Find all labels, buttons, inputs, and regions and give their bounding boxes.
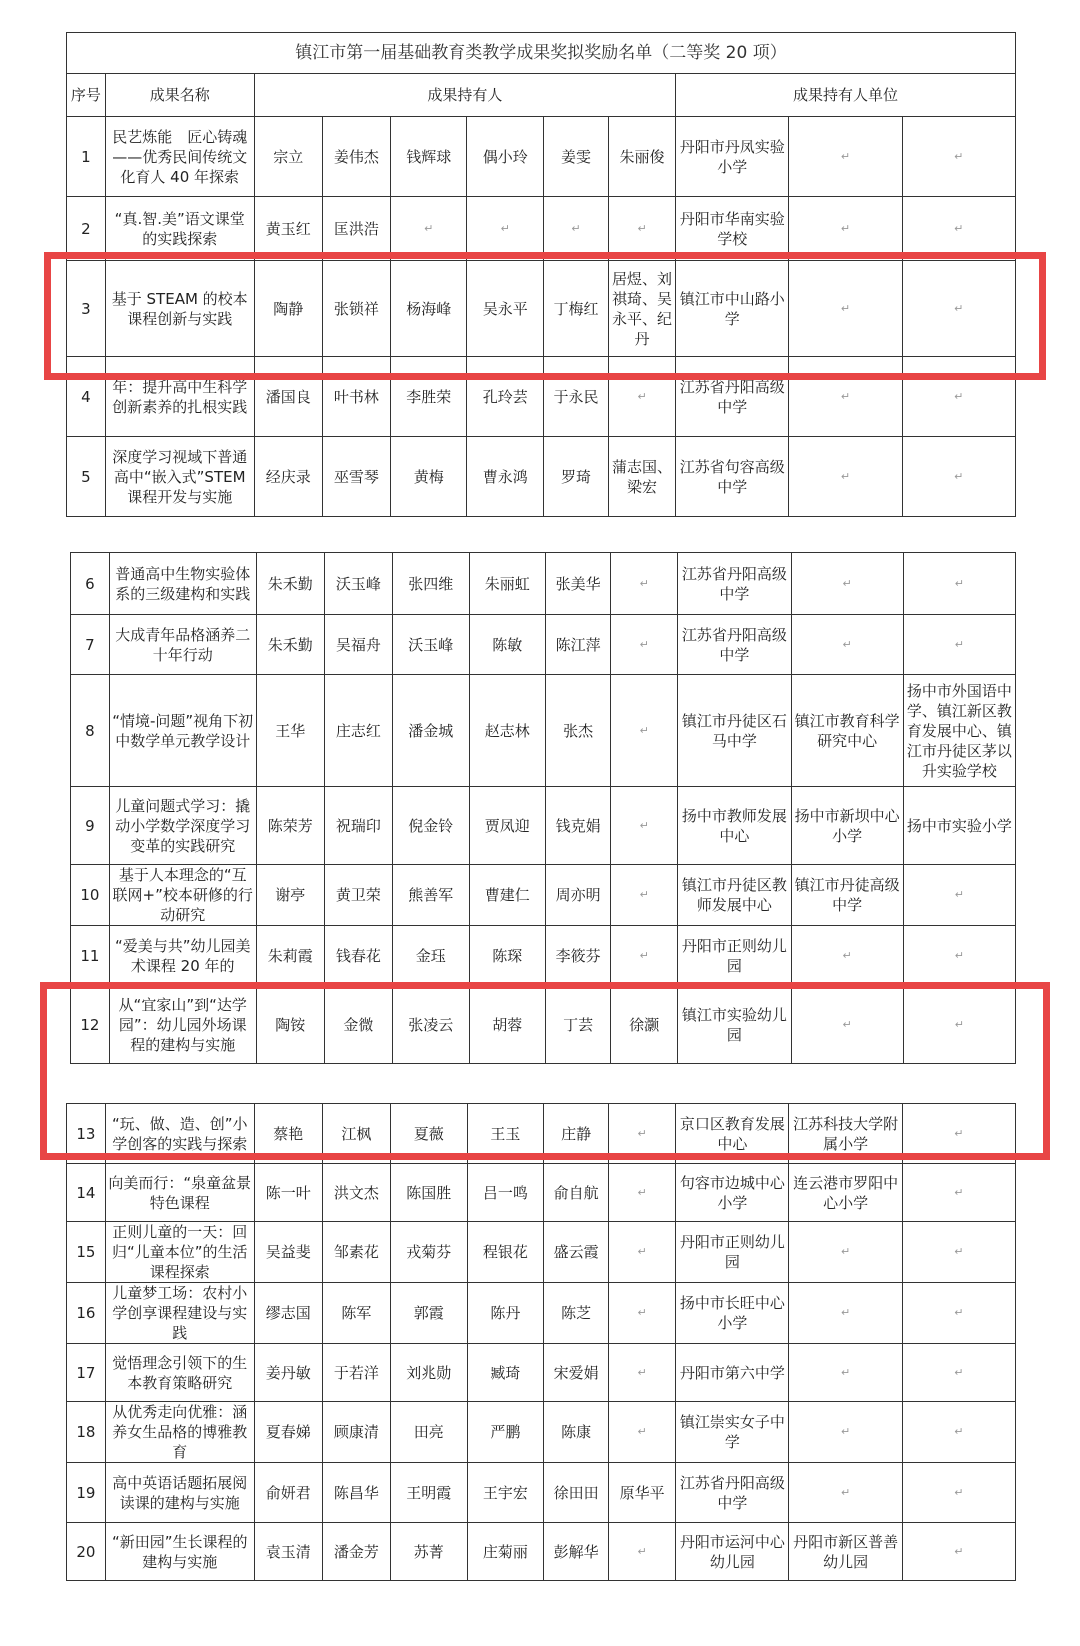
holder-name: ↵ [611,926,678,986]
holder-unit: ↵ [903,926,1015,986]
holder-unit: 江苏省丹阳高级中学 [676,357,789,437]
holder-name: 李胜荣 [390,357,467,437]
holder-unit: 江苏科技大学附属小学 [789,1104,902,1164]
table-row [67,1402,1016,1463]
holder-name: ↵ [609,1523,676,1581]
holder-name: 郭霞 [391,1283,468,1344]
row-index: 7 [71,615,110,675]
holder-name: 张锁祥 [322,261,390,357]
holder-unit: 镇江市实验幼儿园 [678,986,791,1064]
holder-name: 陈国胜 [391,1164,468,1222]
holder-name: 金微 [324,986,392,1064]
row-index: 2 [67,197,106,261]
row-index: 14 [67,1164,106,1222]
holder-name: 陈一叶 [254,1164,322,1222]
holder-unit: ↵ [902,117,1015,197]
holder-name: 田亮 [391,1402,468,1463]
holder-unit: 扬中市教师发展中心 [678,787,791,865]
holder-name: ↵ [609,1402,676,1463]
row-index: 17 [67,1344,106,1402]
holder-name: 经庆录 [254,437,322,517]
table-title: 镇江市第一届基础教育类教学成果奖拟奖励名单（二等奖 20 项） [67,33,1016,74]
holder-name: 周亦明 [546,865,611,926]
holder-name: 俞自航 [544,1164,609,1222]
project-name: 觉悟理念引领下的生本教育策略研究 [105,1344,254,1402]
holder-name: ↵ [390,197,467,261]
holder-name: 陈昌华 [322,1463,390,1523]
holder-name: 吴益斐 [254,1222,322,1283]
holder-name: 陈江萍 [546,615,611,675]
holder-name: 张杰 [546,675,611,787]
table-row [71,865,1016,926]
holder-unit: 丹阳市运河中心幼儿园 [676,1523,789,1581]
holder-unit: ↵ [789,197,902,261]
holder-unit: ↵ [902,1104,1015,1164]
holder-name: ↵ [611,615,678,675]
table-row [67,197,1016,261]
row-index: 15 [67,1222,106,1283]
holder-name: 彭解华 [544,1523,609,1581]
holder-unit: 丹阳市新区普善幼儿园 [789,1523,902,1581]
holder-name: 孔玲芸 [467,357,544,437]
holder-unit: 镇江市丹徒区教师发展中心 [678,865,791,926]
holder-name: ↵ [609,1283,676,1344]
table-row [67,1164,1016,1222]
row-index: 3 [67,261,106,357]
holder-name: 苏菁 [391,1523,468,1581]
holder-name: 倪金铃 [392,787,469,865]
holder-name: 金珏 [392,926,469,986]
project-name: “新田园”生长课程的建构与实施 [105,1523,254,1581]
holder-name: 曹建仁 [469,865,546,926]
holder-unit: 扬中市实验小学 [903,787,1015,865]
holder-name: 陈琛 [469,926,546,986]
holder-unit: 江苏省句容高级中学 [676,437,789,517]
holder-unit: ↵ [791,926,903,986]
holder-unit: ↵ [903,553,1015,615]
holder-unit: 扬中市长旺中心小学 [676,1283,789,1344]
row-index: 20 [67,1523,106,1581]
holder-name: ↵ [609,1344,676,1402]
table-row [67,1463,1016,1523]
holder-unit: 江苏省丹阳高级中学 [678,553,791,615]
table-row [71,926,1016,986]
holder-name: ↵ [609,1104,676,1164]
table-row [71,553,1016,615]
holder-unit: ↵ [902,1523,1015,1581]
holder-name: 俞妍君 [254,1463,322,1523]
project-name: “玩、做、造、创”小学创客的实践与探索 [105,1104,254,1164]
holder-unit: ↵ [902,197,1015,261]
project-name: “情境-问题”视角下初中数学单元教学设计 [109,675,256,787]
row-index: 18 [67,1402,106,1463]
table-row [71,787,1016,865]
project-name: 儿童梦工场：农村小学创享课程建设与实践 [105,1283,254,1344]
holder-unit: 镇江市教育科学研究中心 [791,675,903,787]
row-index: 1 [67,117,106,197]
holder-name: 姜伟杰 [322,117,390,197]
holder-name: 陈丹 [467,1283,544,1344]
holder-unit: 扬中市新坝中心小学 [791,787,903,865]
holder-unit: ↵ [789,1283,902,1344]
holder-unit: ↵ [789,1463,902,1523]
holder-name: 陈康 [544,1402,609,1463]
holder-name: 朱禾勤 [256,553,324,615]
row-index: 12 [71,986,110,1064]
award-table-part-2 [70,552,1016,1064]
holder-name: 祝瑞印 [324,787,392,865]
row-index: 5 [67,437,106,517]
project-name: 高中英语话题拓展阅读课的建构与实施 [105,1463,254,1523]
holder-name: 潘金城 [392,675,469,787]
holder-name: 钱春花 [324,926,392,986]
holder-unit: 镇江市中山路小学 [676,261,789,357]
holder-unit: ↵ [791,615,903,675]
table-row [71,986,1016,1064]
table-row [67,1104,1016,1164]
holder-name: 刘兆勋 [391,1344,468,1402]
row-index: 6 [71,553,110,615]
holder-name: 居煜、刘祺琦、吴永平、纪丹 [609,261,676,357]
header-units: 成果持有人单位 [676,74,1016,117]
holder-name: 于若洋 [322,1344,390,1402]
holder-name: 王玉 [467,1104,544,1164]
row-index: 16 [67,1283,106,1344]
holder-name: ↵ [611,787,678,865]
header-index: 序号 [67,74,106,117]
holder-unit: ↵ [902,1344,1015,1402]
holder-unit: ↵ [791,986,903,1064]
holder-name: 江枫 [322,1104,390,1164]
row-index: 9 [71,787,110,865]
holder-unit: 镇江崇实女子中学 [676,1402,789,1463]
holder-unit: ↵ [791,553,903,615]
project-name: 大成青年品格涵养二十年行动 [109,615,256,675]
holder-name: ↵ [467,197,544,261]
holder-name: 张四维 [392,553,469,615]
holder-name: 李筱芬 [546,926,611,986]
holder-unit: ↵ [789,1344,902,1402]
header-project: 成果名称 [105,74,254,117]
holder-name: 潘国良 [254,357,322,437]
holder-name: 徐田田 [544,1463,609,1523]
holder-name: 巫雪琴 [322,437,390,517]
holder-name: ↵ [544,197,609,261]
table-row [67,1222,1016,1283]
project-name: “爱美与共”幼儿园美术课程 20 年的 [109,926,256,986]
holder-name: 吕一鸣 [467,1164,544,1222]
holder-name: 朱丽虹 [469,553,546,615]
holder-name: ↵ [611,553,678,615]
holder-name: 缪志国 [254,1283,322,1344]
project-name: 从“宜家山”到“达学园”：幼儿园外场课程的建构与实施 [109,986,256,1064]
project-name: 民艺炼能 匠心铸魂——优秀民间传统文化育人 40 年探索 [105,117,254,197]
row-index: 19 [67,1463,106,1523]
holder-unit: ↵ [789,437,902,517]
holder-unit: 丹阳市第六中学 [676,1344,789,1402]
award-table-part-1 [66,32,1016,517]
holder-name: 王宇宏 [467,1463,544,1523]
holder-name: 姜雯 [544,117,609,197]
holder-unit: 镇江市丹徒区石马中学 [678,675,791,787]
holder-unit: 江苏省丹阳高级中学 [678,615,791,675]
holder-unit: ↵ [902,1402,1015,1463]
holder-name: 袁玉清 [254,1523,322,1581]
holder-name: 陈荣芳 [256,787,324,865]
project-name: 年：提升高中生科学创新素养的扎根实践 [105,357,254,437]
holder-name: 谢亭 [256,865,324,926]
holder-unit: 丹阳市丹凤实验小学 [676,117,789,197]
holder-name: 王明霞 [391,1463,468,1523]
project-name: 正则儿童的一天：回归“儿童本位”的生活课程探索 [105,1222,254,1283]
row-index: 8 [71,675,110,787]
row-index: 13 [67,1104,106,1164]
holder-name: 夏薇 [391,1104,468,1164]
holder-name: 黄玉红 [254,197,322,261]
table-row [67,1283,1016,1344]
holder-name: 原华平 [609,1463,676,1523]
table-row [67,1344,1016,1402]
holder-name: 陶铵 [256,986,324,1064]
holder-name: 偶小玲 [467,117,544,197]
holder-unit: ↵ [903,865,1015,926]
holder-name: 丁梅红 [544,261,609,357]
holder-name: 吴福舟 [324,615,392,675]
table-row [71,675,1016,787]
holder-name: 朱禾勤 [256,615,324,675]
project-name: “真.智.美”语文课堂的实践探索 [105,197,254,261]
project-name: 基于人本理念的“互联网+”校本研修的行动研究 [109,865,256,926]
holder-unit: 京口区教育发展中心 [676,1104,789,1164]
holder-unit: ↵ [902,357,1015,437]
holder-name: 邹素花 [322,1222,390,1283]
holder-name: ↵ [609,197,676,261]
holder-name: 陶静 [254,261,322,357]
holder-name: 叶书林 [322,357,390,437]
holder-unit: 丹阳市华南实验学校 [676,197,789,261]
holder-name: 杨海峰 [390,261,467,357]
holder-name: 陈芝 [544,1283,609,1344]
holder-name: 沃玉峰 [324,553,392,615]
holder-name: 钱辉球 [390,117,467,197]
row-index: 10 [71,865,110,926]
holder-unit: ↵ [902,1222,1015,1283]
holder-name: 胡蓉 [469,986,546,1064]
holder-unit: 句容市边城中心小学 [676,1164,789,1222]
holder-unit: 镇江市丹徒高级中学 [791,865,903,926]
holder-name: 蔡艳 [254,1104,322,1164]
holder-unit: 丹阳市正则幼儿园 [678,926,791,986]
holder-name: ↵ [609,357,676,437]
holder-unit: ↵ [902,437,1015,517]
holder-unit: ↵ [903,986,1015,1064]
project-name: 向美而行：“泉童盆景特色课程 [105,1164,254,1222]
holder-name: 张凌云 [392,986,469,1064]
holder-name: 陈敏 [469,615,546,675]
holder-name: 熊善军 [392,865,469,926]
header-row [67,74,1016,117]
holder-name: 顾康清 [322,1402,390,1463]
table-row [67,117,1016,197]
holder-name: 庄志红 [324,675,392,787]
holder-name: 吴永平 [467,261,544,357]
holder-name: 王华 [256,675,324,787]
row-index: 11 [71,926,110,986]
holder-name: 戎菊芬 [391,1222,468,1283]
holder-unit: ↵ [902,1164,1015,1222]
project-name: 基于 STEAM 的校本课程创新与实践 [105,261,254,357]
holder-name: 严鹏 [467,1402,544,1463]
holder-name: 洪文杰 [322,1164,390,1222]
holder-name: 程银花 [467,1222,544,1283]
holder-name: ↵ [609,1222,676,1283]
holder-unit: 扬中市外国语中学、镇江新区教育发展中心、镇江市丹徒区茅以升实验学校 [903,675,1015,787]
holder-name: 张美华 [546,553,611,615]
holder-name: 黄卫荣 [324,865,392,926]
holder-unit: ↵ [902,1463,1015,1523]
holder-name: 姜丹敏 [254,1344,322,1402]
holder-name: 宋爱娟 [544,1344,609,1402]
holder-name: 宗立 [254,117,322,197]
holder-name: 黄梅 [390,437,467,517]
holder-unit: ↵ [789,1402,902,1463]
holder-unit: ↵ [789,357,902,437]
table-row [67,437,1016,517]
holder-name: 庄静 [544,1104,609,1164]
holder-unit: ↵ [903,615,1015,675]
holder-name: 徐灏 [611,986,678,1064]
holder-name: 陈军 [322,1283,390,1344]
row-index: 4 [67,357,106,437]
holder-name: 丁芸 [546,986,611,1064]
holder-name: ↵ [611,675,678,787]
holder-name: 盛云霞 [544,1222,609,1283]
holder-name: 于永民 [544,357,609,437]
award-table-part-3 [66,1103,1016,1581]
holder-unit: 连云港市罗阳中心小学 [789,1164,902,1222]
header-holders: 成果持有人 [254,74,675,117]
holder-name: 夏春娣 [254,1402,322,1463]
project-name: 儿童问题式学习：撬动小学数学深度学习变革的实践研究 [109,787,256,865]
table-row [67,357,1016,437]
holder-name: 罗琦 [544,437,609,517]
holder-name: ↵ [611,865,678,926]
holder-name: 潘金芳 [322,1523,390,1581]
holder-unit: ↵ [902,1283,1015,1344]
holder-name: 贾凤迎 [469,787,546,865]
project-name: 深度学习视域下普通高中“嵌入式”STEM 课程开发与实施 [105,437,254,517]
table-row [71,615,1016,675]
holder-name: 沃玉峰 [392,615,469,675]
holder-unit: 丹阳市正则幼儿园 [676,1222,789,1283]
holder-name: 匡洪浩 [322,197,390,261]
holder-name: 庄菊丽 [467,1523,544,1581]
holder-unit: ↵ [789,261,902,357]
holder-unit: ↵ [789,117,902,197]
project-name: 普通高中生物实验体系的三级建构和实践 [109,553,256,615]
holder-name: 赵志林 [469,675,546,787]
holder-name: 朱莉霞 [256,926,324,986]
table-row [67,1523,1016,1581]
holder-unit: 江苏省丹阳高级中学 [676,1463,789,1523]
holder-name: 臧琦 [467,1344,544,1402]
holder-name: 朱丽俊 [609,117,676,197]
holder-name: 曹永鸿 [467,437,544,517]
holder-unit: ↵ [789,1222,902,1283]
table-row [67,261,1016,357]
holder-name: 钱克娟 [546,787,611,865]
holder-name: ↵ [609,1164,676,1222]
holder-name: 蒲志国、梁宏 [609,437,676,517]
project-name: 从优秀走向优雅：涵养女生品格的博雅教育 [105,1402,254,1463]
holder-unit: ↵ [902,261,1015,357]
